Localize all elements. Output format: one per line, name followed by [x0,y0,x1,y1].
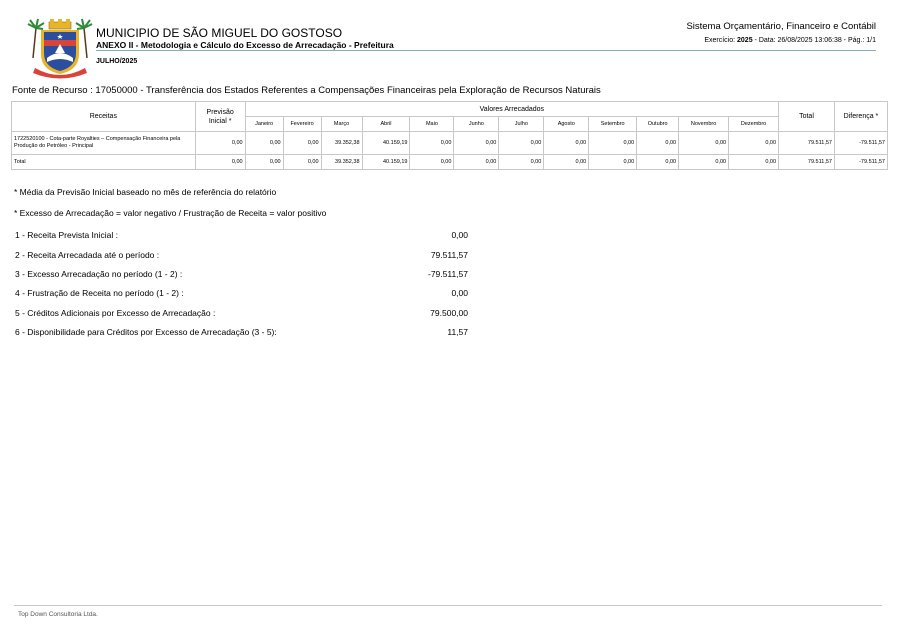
col-month: Fevereiro [283,117,321,132]
cell-month-value: 0,00 [637,155,679,170]
cell-diferenca: -79.511,57 [834,132,887,155]
summary-row [15,250,468,262]
col-month: Outubro [637,117,679,132]
summary-label: 4 - Frustração de Receita no período (1 - 2) : [15,288,184,298]
note-excesso: * Excesso de Arrecadação = valor negativo / Frustração de Receita = valor positivo [14,208,327,218]
table-row [12,132,888,155]
cell-month-value: 0,00 [283,132,321,155]
footer-company: Top Down Consultoria Ltda. [18,611,98,618]
exercise-label: Exercício: [704,37,736,44]
col-month: Junho [454,117,499,132]
revenue-description: 1722520100 - Cota-parte Royalties – Compensação Financeira pela Produção do Petróleo - Principal [12,132,196,155]
cell-month-value: 0,00 [410,132,454,155]
col-month: Dezembro [729,117,779,132]
col-month: Janeiro [245,117,283,132]
cell-month-value: 0,00 [283,155,321,170]
col-total: Total [779,102,835,132]
cell-month-value: 0,00 [679,132,729,155]
cell-month-value: 0,00 [544,155,589,170]
report-date: - Data: 26/08/2025 13:06:38 - [754,37,847,44]
summary-row [15,288,468,300]
col-month: Setembro [589,117,637,132]
col-month: Novembro [679,117,729,132]
resource-source: Fonte de Recurso : 17050000 - Transferência dos Estados Referentes a Compensações Financeiras pela Exploração de Recursos Naturais [12,85,601,96]
municipal-crest-logo [27,18,93,80]
summary-value: -79.511,57 [427,269,468,279]
cell-month-value: 39.352,38 [321,132,362,155]
page-number: Pág.: 1/1 [847,37,876,44]
note-previsao: * Média da Previsão Inicial baseado no mês de referência do relatório [14,187,277,197]
summary-label: 6 - Disponibilidade para Créditos por Excesso de Arrecadação (3 - 5): [15,327,277,337]
municipality-name: MUNICIPIO DE SÃO MIGUEL DO GOSTOSO [96,26,343,40]
summary-value: 0,00 [451,230,468,240]
col-diferenca: Diferença * [834,102,887,132]
summary-value: 11,57 [447,327,468,337]
exercise-value: 2025 [737,37,753,44]
cell-month-value: 0,00 [729,132,779,155]
col-month: Abril [362,117,410,132]
report-period: JULHO/2025 [96,58,138,65]
cell-month-value: 0,00 [410,155,454,170]
cell-month-value: 0,00 [679,155,729,170]
summary-row [15,308,468,320]
summary-value: 0,00 [451,288,468,298]
cell-month-value: 0,00 [245,132,283,155]
header-divider [96,50,876,51]
report-meta [704,37,876,44]
footer-divider [14,605,882,606]
col-valores-arrecadados: Valores Arrecadados [245,102,778,117]
table-total-row [12,155,888,170]
cell-previsao: 0,00 [195,155,245,170]
cell-previsao: 0,00 [195,132,245,155]
summary-label: 5 - Créditos Adicionais por Excesso de Arrecadação : [15,308,216,318]
cell-month-value: 40.159,19 [362,155,410,170]
cell-total: 79.511,57 [779,155,835,170]
summary-value: 79.500,00 [430,308,468,318]
col-previsao-inicial: Previsão Inicial * [195,102,245,132]
cell-month-value: 0,00 [729,155,779,170]
system-name: Sistema Orçamentário, Financeiro e Contábil [686,21,876,32]
cell-diferenca: -79.511,57 [834,155,887,170]
total-label: Total [12,155,196,170]
col-month: Julho [499,117,544,132]
col-receitas: Receitas [12,102,196,132]
summary-row [15,269,468,281]
summary-label: 3 - Excesso Arrecadação no período (1 - 2) : [15,269,183,279]
summary-label: 2 - Receita Arrecadada até o período : [15,250,160,260]
cell-month-value: 0,00 [589,132,637,155]
cell-month-value: 40.159,19 [362,132,410,155]
col-month: Maio [410,117,454,132]
col-month: Agosto [544,117,589,132]
cell-month-value: 39.352,38 [321,155,362,170]
revenue-table [11,101,888,170]
summary-row [15,327,468,339]
cell-total: 79.511,57 [779,132,835,155]
cell-month-value: 0,00 [544,132,589,155]
cell-month-value: 0,00 [499,132,544,155]
summary-label: 1 - Receita Prevista Inicial : [15,230,118,240]
summary-row [15,230,468,242]
summary-value: 79.511,57 [430,250,468,260]
cell-month-value: 0,00 [499,155,544,170]
report-title: ANEXO II - Metodologia e Cálculo do Excesso de Arrecadação - Prefeitura [96,40,394,50]
col-month: Março [321,117,362,132]
cell-month-value: 0,00 [589,155,637,170]
cell-month-value: 0,00 [245,155,283,170]
cell-month-value: 0,00 [637,132,679,155]
cell-month-value: 0,00 [454,132,499,155]
cell-month-value: 0,00 [454,155,499,170]
